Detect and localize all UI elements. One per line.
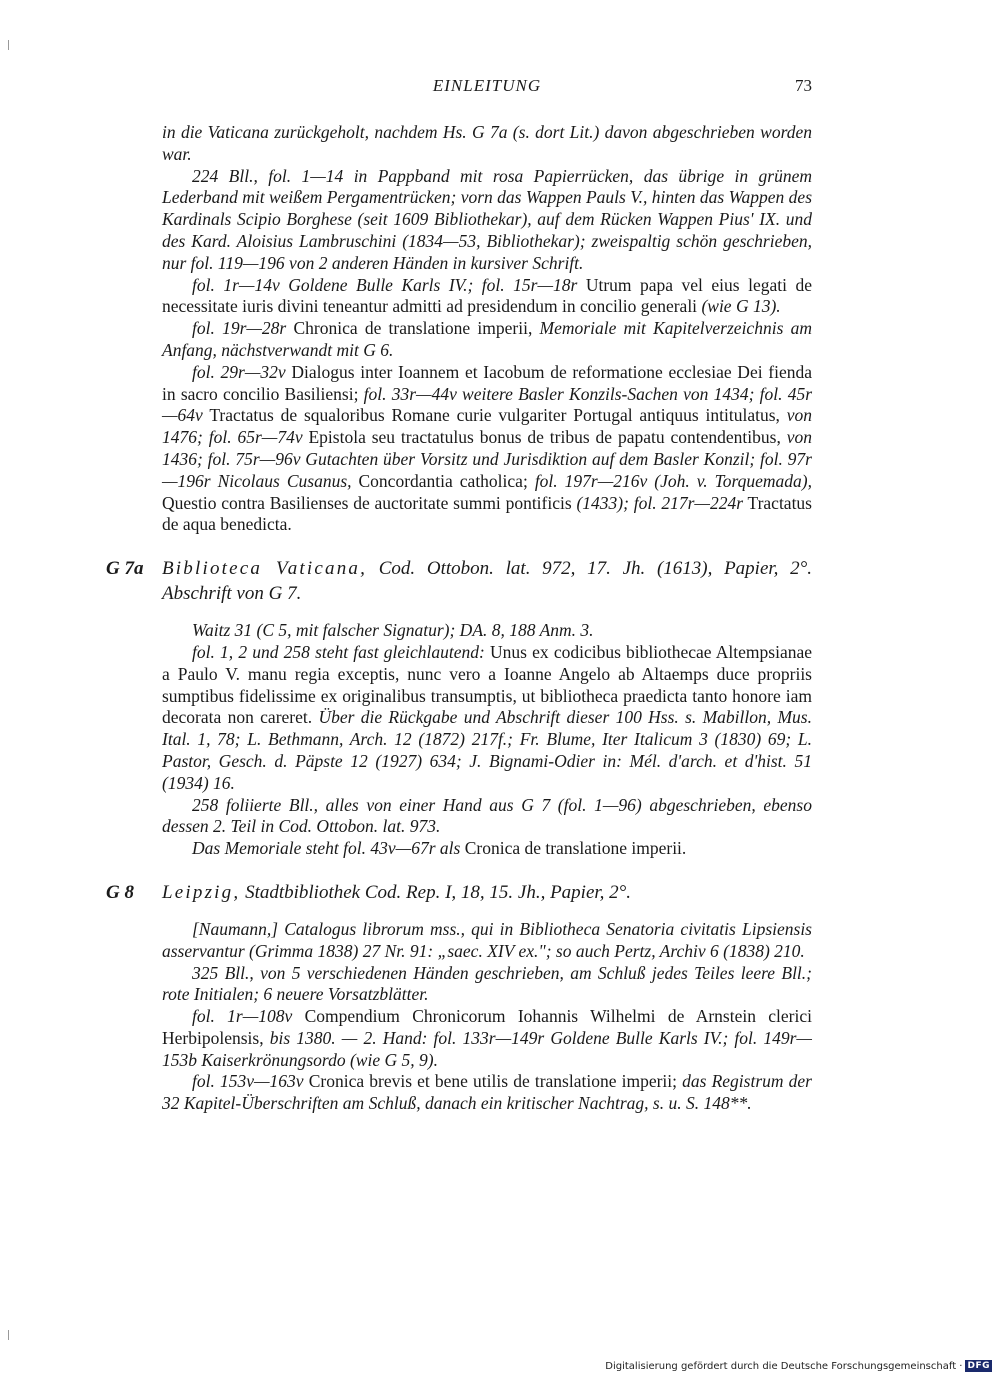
dfg-logo: DFG bbox=[967, 1361, 990, 1371]
paragraph: 258 foliierte Bll., alles von einer Hand aus G 7 (fol. 1—96) abgeschrieben, ebenso dessen 2. Teil in Cod. Ottobon. lat. 973. bbox=[162, 794, 812, 837]
text-italic: Das Memoriale steht fol. 43v—67r als bbox=[192, 838, 461, 859]
paragraph bbox=[162, 1006, 812, 1071]
text-italic: von 1436; fol. 75r—96v Gutachten über Vorsitz und Jurisdiktion auf dem Basler Konzil; fol. 97r—196r Nicolaus Cusanus, bbox=[162, 427, 812, 491]
text-italic: (wie G 13). bbox=[701, 296, 781, 317]
paragraph bbox=[162, 642, 812, 795]
heading-text: Stadtbibliothek Cod. Rep. I, 18, 15. Jh., Papier, 2°. bbox=[240, 881, 632, 903]
text-italic: von 1476; fol. 65r—74v bbox=[162, 405, 812, 448]
text-roman: Cronica brevis et bene utilis de translatione imperii; bbox=[303, 1071, 683, 1092]
manuscript-entry-heading bbox=[106, 556, 812, 606]
heading-text: Cod. Ottobon. lat. 972, 17. Jh. (1613), Papier, 2°. Abschrift von G 7. bbox=[162, 558, 812, 605]
paragraph bbox=[162, 318, 812, 362]
text-italic: Memoriale mit Kapitelverzeichnis am Anfang, nächstverwandt mit G 6. bbox=[162, 318, 812, 360]
paragraph: 325 Bll., von 5 verschiedenen Händen geschrieben, am Schluß jedes Teiles leere Bll.; rote Initialen; 6 neuere Vorsatzblätter. bbox=[162, 962, 812, 1005]
text-roman: Cronica de translatione imperii. bbox=[460, 838, 687, 859]
paragraph: Waitz 31 (C 5, mit falscher Signatur); DA. 8, 188 Anm. 3. bbox=[192, 620, 594, 641]
text-roman: Unus ex codicibus bibliothecae Altempsianae a Paulo V. manu regia exceptis, nunc vero a Ioanne Angelo ab Altaemps duce propriis sumptibus fidelissime ex originalibus transumptis, ut bibliotheca praedicta tanto honore iam decorata non careret. bbox=[162, 641, 812, 728]
text-italic: fol. 1r—14v Goldene Bulle Karls IV.; fol. 15r—18r bbox=[192, 274, 578, 295]
paragraph bbox=[162, 838, 812, 860]
manuscript-siglum: G 8 bbox=[106, 881, 134, 903]
text-italic: fol. 33r—44v weitere Basler Konzils-Sachen von 1434; fol. 45r—64v bbox=[162, 383, 812, 426]
text-roman: Concordantia catholica; bbox=[351, 470, 535, 491]
page-body bbox=[106, 122, 813, 1115]
library-name: Biblioteca Vaticana, bbox=[162, 558, 368, 580]
text-roman: Dialogus inter Ioannem et Iacobum de reformatione ecclesiae Dei fienda in sacro concilio Basiliensi; bbox=[162, 361, 812, 404]
running-header bbox=[162, 76, 812, 102]
manuscript-entry-heading bbox=[106, 880, 812, 905]
text-italic: fol. 1, 2 und 258 steht fast gleichlautend: bbox=[192, 641, 485, 662]
paragraph bbox=[162, 275, 812, 319]
paragraph bbox=[162, 1071, 812, 1115]
text-roman: Questio contra Basilienses de auctoritate summi pontificis bbox=[162, 492, 577, 513]
paragraph: [Naumann,] Catalogus librorum mss., qui in Bibliotheca Senatoria civitatis Lipsiensis asservantur (Grimma 1838) 27 Nr. 91: „saec. XIV ex."; so auch Pertz, Archiv 6 (1838) 210. bbox=[162, 918, 812, 961]
library-name: Leipzig, bbox=[162, 881, 241, 903]
text-italic: fol. 19r—28r bbox=[192, 318, 287, 339]
text-italic: fol. 29r—32v bbox=[192, 361, 286, 382]
running-title: EINLEITUNG bbox=[432, 76, 542, 95]
digitization-footer bbox=[605, 1360, 992, 1372]
text-roman: Compendium Chronicorum Iohannis Wilhelmi de Arnstein clerici Herbipolensis, bbox=[162, 1006, 812, 1048]
text-italic: fol. 197r—216v (Joh. v. Torquemada), bbox=[534, 470, 813, 491]
manuscript-siglum: G 7a bbox=[106, 558, 144, 580]
text-roman: Epistola seu tractatulus bonus de tribus de papatu contendentibus, bbox=[302, 427, 787, 448]
scan-edge-mark bbox=[8, 40, 9, 50]
page-number: 73 bbox=[795, 76, 812, 95]
text-italic: das Registrum der 32 Kapitel-Überschriften am Schluß, danach ein kritischer Nachtrag, s. u. S. 148**. bbox=[162, 1071, 812, 1114]
text-italic: (1433); fol. 217r—224r bbox=[576, 492, 744, 513]
paragraph: in die Vaticana zurückgeholt, nachdem Hs. G 7a (s. dort Lit.) davon abgeschrieben worden war. bbox=[162, 122, 812, 164]
text-roman: Chronica de translatione imperii, bbox=[286, 318, 540, 339]
scan-edge-mark bbox=[8, 1330, 9, 1340]
paragraph bbox=[162, 362, 812, 536]
text-roman: Tractatus de squaloribus Romane curie vulgariter Portugal antiquus intitulatus, bbox=[202, 405, 787, 426]
text-italic: Über die Rückgabe und Abschrift dieser 100 Hss. s. Mabillon, Mus. Ital. 1, 78; L. Bethmann, Arch. 12 (1872) 217f.; Fr. Blume, Iter Italicum 3 (1830) 69; L. Pastor, Gesch. d. Päpste 12 (1927) 634; J. Bignami-Odier in: Mél. d'arch. et d'hist. 51 (1934) 16. bbox=[162, 707, 812, 793]
text-italic: fol. 153v—163v bbox=[192, 1071, 304, 1092]
footer-text: Digitalisierung gefördert durch die Deutsche Forschungsgemeinschaft · bbox=[605, 1360, 963, 1372]
text-roman: Utrum papa vel eius legati de necessitate iuris divini teneantur admitti ad presidendum in concilio generali bbox=[162, 274, 812, 317]
paragraph: 224 Bll., fol. 1—14 in Pappband mit rosa Papierrücken, das übrige in grünem Lederband mit weißem Pergamentrücken; vorn das Wappen Pauls V., hinten das Wappen des Kardinals Scipio Borghese (seit 1609 Bibliothekar), auf dem Rücken Wappen Pius' IX. und des Kard. Aloisius Lambruschini (1834—53, Bibliothekar); zweispaltig schön geschrieben, nur fol. 119—196 von 2 anderen Händen in kursiver Schrift. bbox=[162, 165, 813, 273]
text-italic: fol. 1r—108v bbox=[192, 1006, 293, 1027]
text-italic: bis 1380. — 2. Hand: fol. 133r—149r Goldene Bulle Karls IV.; fol. 149r—153b Kaiserkrönungsordo (wie G 5, 9). bbox=[162, 1027, 812, 1070]
text-roman: Tractatus de aqua benedicta. bbox=[162, 492, 812, 535]
